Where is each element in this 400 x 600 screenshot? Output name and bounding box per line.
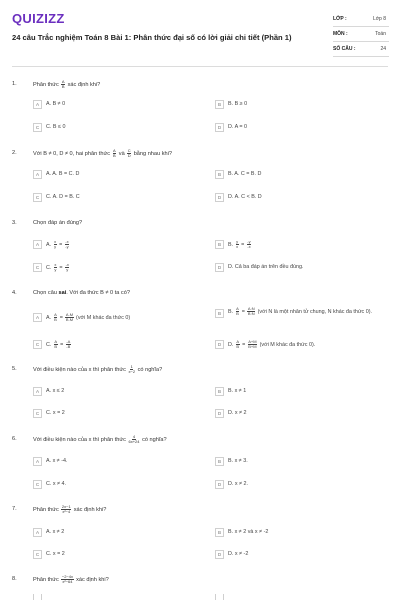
option-text: D. Cả ba đáp án trên đều đúng. — [228, 263, 304, 270]
option-text: C. $\frac{A}{B}$ = $\frac{-A}{-B}$ — [46, 338, 71, 349]
meta-subject-row — [333, 27, 389, 42]
option-d[interactable]: D D. x ≠ -2 — [215, 548, 248, 560]
option-c[interactable]: C C. x ≠ 4. — [33, 478, 66, 490]
meta-value: 24 — [380, 46, 386, 52]
question-2 — [12, 148, 390, 158]
option-letter-b: B — [215, 100, 224, 109]
question-number: 2. — [12, 150, 17, 156]
option-letter-a: A — [33, 100, 42, 109]
option-a[interactable] — [33, 98, 65, 110]
question-5 — [12, 364, 390, 374]
option-d[interactable]: D D. $\frac{A}{B}$ = $\frac{A+M}{B+M}$ (với M khác đa thức 0). — [215, 338, 315, 350]
question-text: Với điều kiện nào của x thì phân thức $\frac{4}{6x+24}$ có nghĩa? — [33, 433, 167, 444]
option-c[interactable]: C C. $\frac{A}{B}$ = $\frac{-A}{-B}$ — [33, 338, 72, 350]
meta-count-row — [333, 42, 389, 57]
option-text: A. $\frac{x}{y}$ = $\frac{-x}{-y}$ — [46, 238, 69, 249]
option-d[interactable]: D D. Cả ba đáp án trên đều đúng. — [215, 261, 304, 273]
option-text: D. x ≠ 2 — [228, 409, 247, 416]
question-text: Với điều kiện nào của x thì phân thức $\frac{1}{x-2}$ có nghĩa? — [33, 363, 163, 374]
option-b[interactable] — [215, 98, 247, 110]
option-text: C. x = 2 — [46, 409, 65, 416]
question-4 — [12, 288, 390, 298]
option-text: C. $\frac{x}{y}$ = $\frac{-x}{y}$ — [46, 261, 69, 272]
option-a[interactable]: A A. x ≠ 2 — [33, 526, 64, 538]
option-text: B. x ≠ 2 và x ≠ -2 — [228, 528, 269, 535]
question-6 — [12, 434, 390, 444]
option-a-partial[interactable] — [33, 594, 46, 600]
option-c[interactable]: C C. x = 2 — [33, 407, 65, 419]
meta-key: LỚP : — [333, 16, 347, 22]
question-text: Phân thức $\frac{2x-1}{\text{x²−4}}$ xác định khi? — [33, 503, 107, 514]
question-text: Phân thức $\frac{-2-4x}{\text{x²−64}}$ xác định khi? — [33, 573, 109, 584]
option-text: C. A. D = B. C — [46, 193, 80, 200]
question-8 — [12, 574, 390, 584]
option-text: A. x ≠ 2 — [46, 528, 65, 535]
question-number: 8. — [12, 576, 17, 582]
option-text: C. x ≠ 4. — [46, 480, 67, 487]
option-b-partial[interactable] — [215, 594, 228, 600]
option-text: D. x ≠ 2. — [228, 480, 249, 487]
question-text: Phân thức $\frac{A}{B}$ xác định khi? — [33, 78, 101, 89]
option-a[interactable]: A A. x ≠ -4. — [33, 455, 68, 467]
option-c[interactable]: C C. $\frac{x}{y}$ = $\frac{-x}{y}$ — [33, 261, 70, 273]
header-divider — [12, 66, 388, 67]
question-number: 4. — [12, 290, 17, 296]
option-text: A. B ≠ 0 — [46, 100, 66, 107]
question-text: Với B ≠ 0, D ≠ 0, hai phân thức $\frac{A}{B}$ và $\frac{C}{D}$ bằng nhau khi? — [33, 147, 172, 158]
option-b[interactable]: B B. $\frac{y}{x}$ = $\frac{-y}{-x}$ — [215, 238, 252, 250]
option-text: D. $\frac{A}{B}$ = $\frac{A+M}{B+M}$ (với M khác đa thức 0). — [228, 338, 316, 349]
question-1 — [12, 79, 390, 89]
option-text: A. $\frac{A}{B}$ = $\frac{A.M}{B.M}$ (với M khác đa thức 0) — [46, 311, 131, 322]
option-letter-d: D — [215, 123, 224, 132]
question-number: 7. — [12, 506, 17, 512]
option-text: D. A. C < B. D — [228, 193, 262, 200]
option-text: A. x ≤ 2 — [46, 387, 65, 394]
option-b[interactable]: B B. A. C = B. D — [215, 168, 261, 180]
option-d[interactable] — [215, 121, 247, 133]
option-text: B. $\frac{y}{x}$ = $\frac{-y}{-x}$ — [228, 238, 251, 249]
option-a[interactable]: A A. $\frac{A}{B}$ = $\frac{A.M}{B.M}$ (với M khác đa thức 0) — [33, 311, 130, 323]
question-3 — [12, 218, 390, 228]
quizizz-logo: QUIZIZZ — [12, 11, 65, 26]
question-number: 6. — [12, 436, 17, 442]
question-number: 1. — [12, 81, 17, 87]
option-text: B. A. C = B. D — [228, 170, 262, 177]
fraction: $\frac{A}{B}$ — [61, 78, 65, 89]
meta-value: Toán — [375, 31, 386, 37]
option-c[interactable] — [33, 121, 65, 133]
option-text: D. x ≠ -2 — [228, 550, 249, 557]
option-b[interactable]: B B. x ≠ 3. — [215, 455, 248, 467]
option-a[interactable]: A A. $\frac{x}{y}$ = $\frac{-x}{-y}$ — [33, 238, 70, 250]
question-7 — [12, 504, 390, 514]
option-d[interactable]: D D. A. C < B. D — [215, 191, 262, 203]
question-number: 3. — [12, 220, 17, 226]
option-text: D. A = 0 — [228, 123, 248, 130]
option-c[interactable]: C C. A. D = B. C — [33, 191, 80, 203]
option-text: B. x ≠ 3. — [228, 457, 248, 464]
option-c[interactable]: C C. x = 2 — [33, 548, 65, 560]
option-text: A. x ≠ -4. — [46, 457, 68, 464]
page-title: 24 câu Trắc nghiệm Toán 8 Bài 1: Phân thức đại số có lời giải chi tiết (Phần 1) — [12, 33, 292, 42]
option-text: B. x ≠ 1 — [228, 387, 247, 394]
option-text: C. x = 2 — [46, 550, 65, 557]
option-text: B. B ≥ 0 — [228, 100, 248, 107]
option-d[interactable]: D D. x ≠ 2. — [215, 478, 248, 490]
option-text: C. B ≤ 0 — [46, 123, 66, 130]
meta-class-row — [333, 12, 389, 27]
option-b[interactable]: B B. x ≠ 1 — [215, 385, 246, 397]
option-letter-c: C — [33, 123, 42, 132]
option-b[interactable]: B B. $\frac{A}{B}$ = $\frac{A:N}{B:N}$ (với N là một nhân tử chung, N khác đa thức 0). — [215, 307, 390, 325]
option-a[interactable]: A A. A. B = C. D — [33, 168, 79, 180]
option-a[interactable]: A A. x ≤ 2 — [33, 385, 64, 397]
meta-key: MÔN : — [333, 31, 348, 37]
meta-value: Lớp 8 — [372, 16, 386, 22]
option-text: A. A. B = C. D — [46, 170, 80, 177]
option-text: B. $\frac{A}{B}$ = $\frac{A:N}{B:N}$ (với N là một nhân tử chung, N khác đa thức 0). — [228, 306, 373, 316]
meta-panel — [333, 12, 389, 57]
question-text: Chọn đáp án đúng? — [33, 220, 83, 226]
option-d[interactable]: D D. x ≠ 2 — [215, 407, 247, 419]
question-text: Chọn câu sai. Với đa thức B ≠ 0 ta có? — [33, 290, 130, 296]
question-number: 5. — [12, 366, 17, 372]
option-b[interactable]: B B. x ≠ 2 và x ≠ -2 — [215, 526, 268, 538]
meta-key: SỐ CÂU : — [333, 46, 356, 52]
